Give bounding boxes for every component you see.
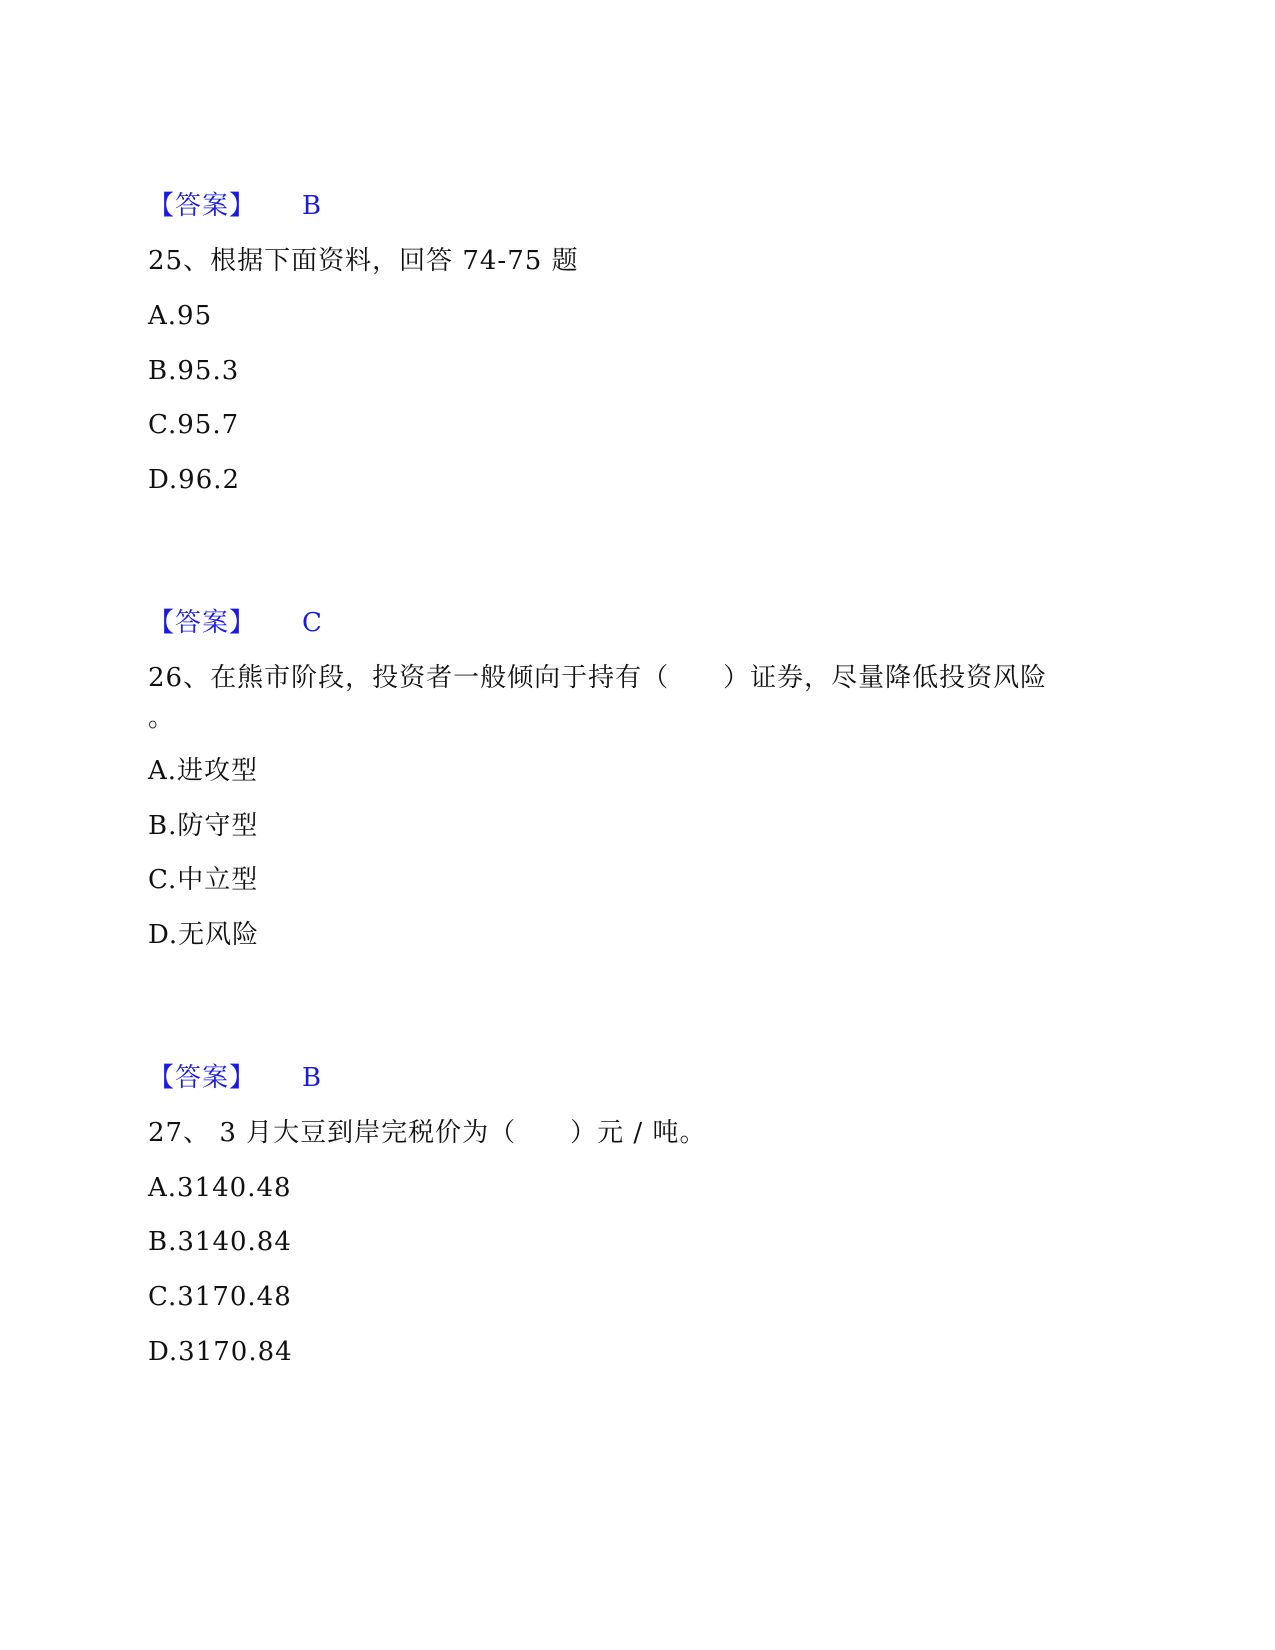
answer-value: B	[302, 1063, 323, 1093]
option-b: B.95.3	[148, 356, 240, 386]
option-a: A.95	[148, 301, 213, 331]
question-text: 26、在熊市阶段，投资者一般倾向于持有（ ）证券，尽量降低投资风险	[148, 663, 1048, 693]
option-b: B.防守型	[148, 811, 259, 841]
question-text-continuation: 。	[148, 703, 176, 733]
option-d: D.96.2	[148, 465, 241, 495]
option-b: B.3140.84	[148, 1227, 292, 1257]
option-d: D.无风险	[148, 920, 260, 950]
answer-line	[148, 607, 323, 639]
answer-label: 【答案】	[148, 1063, 257, 1093]
option-d: D.3170.84	[148, 1337, 293, 1367]
answer-value: C	[302, 608, 323, 638]
answer-value: B	[302, 191, 323, 221]
answer-label: 【答案】	[148, 191, 257, 221]
option-a: A.3140.48	[148, 1173, 292, 1203]
option-c: C.3170.48	[148, 1282, 292, 1312]
option-a: A.进攻型	[148, 756, 259, 786]
answer-line	[148, 1062, 322, 1094]
answer-line	[148, 190, 322, 222]
option-c: C.中立型	[148, 865, 259, 895]
question-text: 27、 3 月大豆到岸完税价为（ ）元 / 吨。	[148, 1118, 707, 1148]
answer-label: 【答案】	[148, 608, 257, 638]
option-c: C.95.7	[148, 410, 240, 440]
question-text: 25、根据下面资料，回答 74-75 题	[148, 246, 579, 276]
